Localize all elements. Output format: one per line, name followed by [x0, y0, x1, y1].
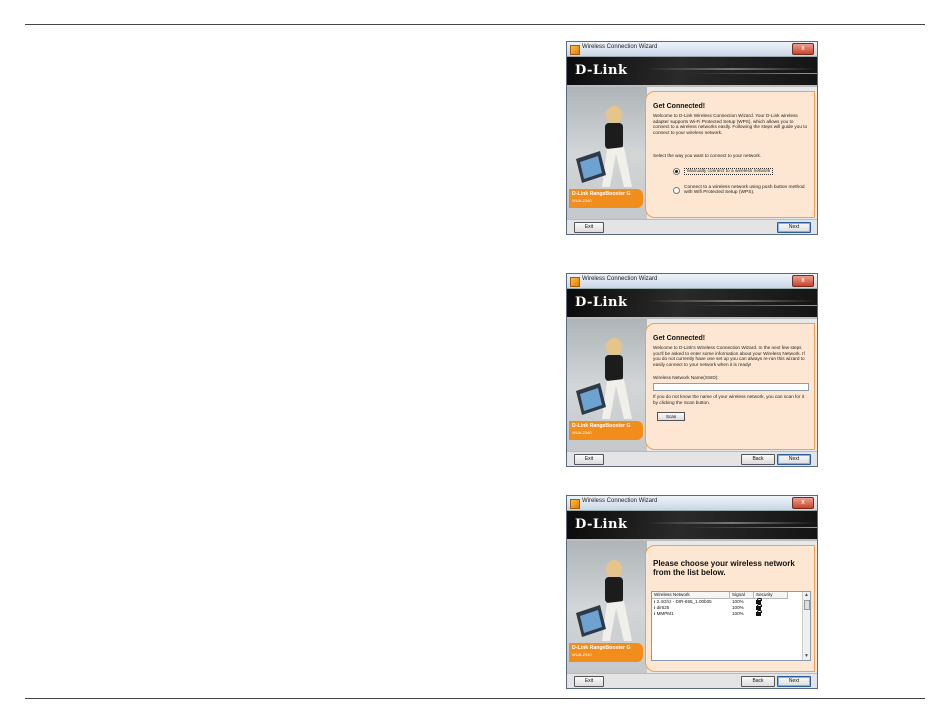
option-manual-label: Manually connect to a wireless network — [684, 168, 773, 175]
list-item[interactable] — [652, 611, 810, 617]
window-title: Wireless Connection Wizard — [582, 44, 658, 50]
button-bar — [567, 673, 817, 688]
page-heading: Get Connected! — [653, 103, 706, 110]
bottom-rule — [25, 698, 925, 699]
button-bar — [567, 219, 817, 234]
network-security — [754, 611, 788, 617]
app-icon — [570, 277, 580, 287]
window-title: Wireless Connection Wizard — [582, 276, 658, 282]
product-badge — [569, 189, 643, 208]
next-button[interactable]: Next — [777, 676, 811, 687]
brand-banner — [567, 289, 817, 319]
wizard-window-3 — [566, 495, 818, 689]
network-signal: 100% — [732, 599, 744, 604]
top-rule — [25, 24, 925, 25]
network-name-text: dir625 — [656, 605, 670, 610]
option-manual[interactable] — [673, 168, 811, 175]
network-list[interactable] — [651, 591, 811, 661]
radio-manual[interactable] — [673, 168, 680, 175]
ssid-input[interactable] — [653, 383, 809, 391]
button-bar — [567, 451, 817, 466]
intro-text: Welcome to D-Link Wireless Connection Wizard. Your D-Link wireless adapter supports Wi-Fi Protected Setup (WPS), which allows you to connect to a wireless networks easily. Following the steps will guide you to connect to your wireless network. — [653, 113, 808, 135]
back-button[interactable]: Back — [741, 454, 775, 465]
product-model: WUA-2340 — [572, 198, 592, 203]
dlink-logo: D-Link — [575, 517, 628, 532]
left-pane — [567, 541, 647, 675]
exit-button[interactable]: Exit — [574, 676, 604, 687]
title-bar — [567, 496, 817, 511]
page-heading: Get Connected! — [653, 335, 706, 342]
dlink-logo: D-Link — [575, 295, 628, 310]
scroll-up-icon[interactable]: ▲ — [804, 592, 809, 598]
next-button[interactable]: Next — [777, 454, 811, 465]
signal-icon: ı — [654, 605, 657, 610]
product-name: D-Link RangeBooster G — [572, 423, 631, 429]
lock-icon — [756, 612, 761, 616]
page-heading: Please choose your wireless network from the list below. — [653, 559, 795, 577]
exit-button[interactable]: Exit — [574, 222, 604, 233]
content-area — [651, 329, 811, 449]
network-signal: 100% — [732, 605, 744, 610]
option-wps[interactable] — [673, 185, 811, 195]
brand-banner — [567, 511, 817, 541]
signal-icon: ı — [654, 599, 657, 604]
title-bar — [567, 274, 817, 289]
col-signal[interactable]: Signal — [730, 592, 754, 599]
network-name-text: MMPM1 — [656, 611, 674, 616]
close-button[interactable]: x — [792, 43, 814, 55]
banner-swoosh-2 — [687, 305, 817, 306]
title-bar — [567, 42, 817, 57]
left-pane — [567, 319, 647, 453]
wizard-body — [567, 541, 817, 675]
product-badge — [569, 643, 643, 662]
scan-button[interactable]: Scan — [657, 412, 685, 421]
wizard-window-2 — [566, 273, 818, 467]
app-icon — [570, 45, 580, 55]
left-pane — [567, 87, 647, 221]
intro-text: Welcome to D-Link's Wireless Connection Wizard. In the next few steps you'll be asked to enter some information about your Wireless Network. If you do not currently have one set up you can always re-run this wizard to easily connect to your network when it is ready! — [653, 345, 805, 367]
person-laptop-image — [572, 331, 642, 426]
wizard-body — [567, 87, 817, 221]
person-laptop-image — [572, 99, 642, 194]
scroll-thumb[interactable] — [804, 600, 810, 610]
product-model: WUA-2340 — [572, 430, 592, 435]
close-button[interactable]: x — [792, 497, 814, 509]
product-model: WUA-2340 — [572, 652, 592, 657]
person-laptop-image — [572, 553, 642, 648]
radio-wps[interactable] — [673, 187, 680, 194]
product-badge — [569, 421, 643, 440]
network-signal: 100% — [732, 611, 744, 616]
ssid-label: Wireless Network Name(SSID): — [653, 375, 719, 381]
network-name — [652, 611, 730, 617]
product-name: D-Link RangeBooster G — [572, 645, 631, 651]
wizard-window-1 — [566, 41, 818, 235]
col-wireless-network[interactable]: Wireless Network — [652, 592, 730, 599]
scroll-down-icon[interactable]: ▼ — [804, 653, 809, 659]
content-area — [651, 97, 811, 217]
close-button[interactable]: x — [792, 275, 814, 287]
col-security[interactable]: Security — [754, 592, 788, 599]
window-title: Wireless Connection Wizard — [582, 498, 658, 504]
dlink-logo: D-Link — [575, 63, 628, 78]
app-icon — [570, 499, 580, 509]
option-wps-label: Connect to a wireless network using push button method with Wifi Protected Setup (WPS). — [684, 184, 805, 195]
next-button[interactable]: Next — [777, 222, 811, 233]
brand-banner — [567, 57, 817, 87]
select-prompt: Select the way you want to connect to your network. — [653, 153, 762, 159]
exit-button[interactable]: Exit — [574, 454, 604, 465]
product-name: D-Link RangeBooster G — [572, 191, 631, 197]
banner-swoosh-2 — [687, 527, 817, 528]
scan-hint: If you do not know the name of your wireless network, you can scan for it by clicking the Scan button. — [653, 393, 805, 405]
wizard-body — [567, 319, 817, 453]
back-button[interactable]: Back — [741, 676, 775, 687]
banner-swoosh — [647, 68, 817, 70]
signal-icon: ı — [654, 611, 657, 616]
banner-swoosh — [647, 522, 817, 524]
list-scrollbar[interactable] — [802, 592, 810, 660]
list-header — [652, 592, 810, 599]
banner-swoosh-2 — [687, 73, 817, 74]
network-name-text: 2.4Ghz - DIR-655_1.00b05 — [656, 599, 712, 604]
banner-swoosh — [647, 300, 817, 302]
